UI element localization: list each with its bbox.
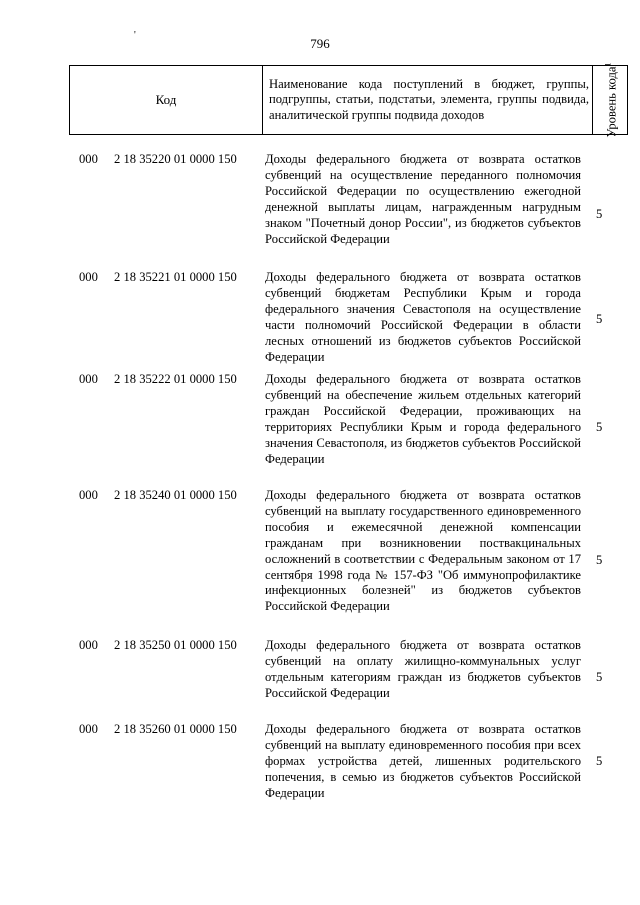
row-level: 5 (596, 207, 603, 221)
row-name: Доходы федерального бюджета от возврата остатков субвенций на оплату жилищно-коммунальных услуг отдельным категориям граждан из бюджетов субъектов Российской Федерации (265, 638, 581, 700)
row-level: 5 (596, 670, 603, 684)
row-level: 5 (596, 754, 603, 768)
row-prefix: 000 (79, 638, 98, 652)
header-level (601, 63, 618, 138)
row-prefix: 000 (79, 152, 98, 166)
row-prefix: 000 (79, 372, 98, 386)
row-code: 2 18 35250 01 0000 150 (114, 638, 237, 652)
row-code: 2 18 35222 01 0000 150 (114, 372, 237, 386)
header-level-footnote: 1 (603, 62, 613, 67)
table-header (69, 62, 628, 138)
row-prefix: 000 (79, 722, 98, 736)
row-code: 2 18 35220 01 0000 150 (114, 152, 237, 166)
row-code: 2 18 35260 01 0000 150 (114, 722, 237, 736)
row-prefix: 000 (79, 270, 98, 284)
header-code: Код (70, 66, 263, 135)
row-code: 2 18 35240 01 0000 150 (114, 488, 237, 502)
row-level: 5 (596, 420, 603, 434)
row-prefix: 000 (79, 488, 98, 502)
row-level: 5 (596, 312, 603, 326)
row-name: Доходы федерального бюджета от возврата остатков субвенций на выплату государственного единовременного пособия и ежемесячной денежной компенсации гражданам при возникновении поствакцинальных осложнений в соответствии с Федеральным законом от 17 сентября 1998 года № 157-ФЗ "Об иммунопрофилактике инфекционных болезней" из бюджетов субъектов Российской Федерации (265, 488, 581, 614)
scan-mark: ' (134, 30, 136, 41)
header-level-text: Уровень кода (604, 66, 619, 138)
row-name: Доходы федерального бюджета от возврата остатков субвенций бюджетам Республики Крым и города федерального значения Севастополя на осуществление части полномочий Российской Федерации в области лесных отношений из бюджетов субъектов Российской Федерации (265, 270, 581, 364)
row-code: 2 18 35221 01 0000 150 (114, 270, 237, 284)
row-level: 5 (596, 553, 603, 567)
page-number: 796 (310, 36, 330, 51)
row-name: Доходы федерального бюджета от возврата остатков субвенций на осуществление переданного полномочия Российской Федерации по осуществлению ежегодной денежной выплаты лицам, награжденным нагрудным знаком "Почетный донор России", из бюджетов субъектов Российской Федерации (265, 152, 581, 246)
row-name: Доходы федерального бюджета от возврата остатков субвенций на выплату единовременного пособия при всех формах устройства детей, лишенных родительского попечения, в семью из бюджетов субъектов Российской Федерации (265, 722, 581, 800)
header-name: Наименование кода поступлений в бюджет, группы, подгруппы, статьи, подстатьи, элемента, группы подвида, аналитической группы подвида доходов (263, 66, 593, 135)
header-level-cell (593, 62, 628, 138)
row-name: Доходы федерального бюджета от возврата остатков субвенций на обеспечение жильем отдельных категорий граждан Российской Федерации, проживающих на территориях Республики Крым и города федерального значения Севастополя, из бюджетов субъектов Российской Федерации (265, 372, 581, 466)
